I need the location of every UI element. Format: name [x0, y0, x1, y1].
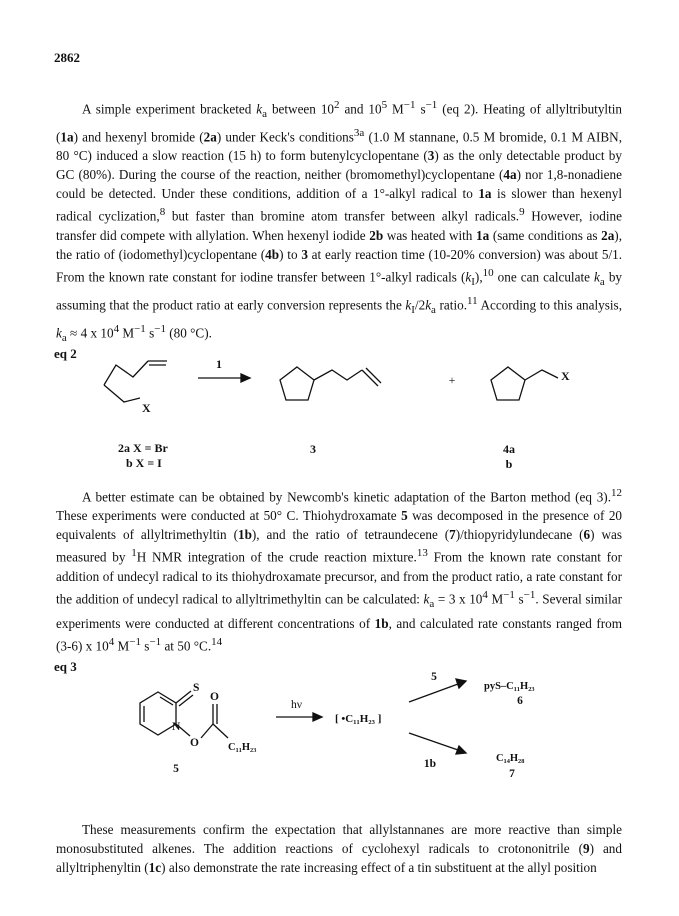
equation-3-label: eq 3 — [54, 659, 77, 674]
paragraph-text: A better estimate can be obtained by Newcomb's kinetic adaptation of the Barton method (eq 3).$^{12}$ These experiments were conducted at 50° C. Thiohydroxamate 5 was decomposed in the presence of 20 equivalents of allyltrimethyltin (1b), and the ratio of tetraundecene (7)/thiopyridylundecane (6) was measured by $^1$H NMR integration of the crude reaction mixture.$^{13}$ From the known rate constant for addition of undecyl radical to its thiohydroxamate precursor, and from the product ratio, a rate constant for the addition of undecyl radical to allyltrimethyltin can be calculated: $k_a = 3$ x $10^4$ $M^{-1}$ $s^{-1}$. Several similar experiments were conducted at different concentrations of 1b, and calculated rate constants ranged from (3-6) x $10^4$ $M^{-1}$ $s^{-1}$ at 50 °C.$^{14}$ — [56, 487, 623, 654]
hexenyl-tail — [104, 385, 140, 402]
butenyl-chain — [314, 370, 362, 380]
cyclopentane-ring-4 — [491, 367, 525, 400]
caption-7: 7 — [509, 768, 515, 780]
equation-2-label: eq 2 — [54, 346, 77, 361]
hexenyl-chain — [104, 361, 148, 385]
caption-2b: b X = I — [126, 456, 162, 470]
paragraph-rate-bracketing — [56, 96, 622, 348]
equation-2-scheme — [0, 340, 679, 472]
caption-6: 6 — [517, 695, 523, 707]
arrowhead — [313, 713, 322, 721]
plus-sign: + — [448, 373, 456, 387]
undecyl-radical: [ •C₁₁H₂₃ ] — [335, 713, 382, 725]
caption-5: 5 — [173, 763, 179, 775]
arrow-to-6 — [409, 684, 458, 702]
atom-s: S — [193, 682, 200, 694]
reagent-label: 1 — [216, 357, 222, 371]
product-halogen-label: X — [561, 369, 570, 383]
thione-bond — [176, 691, 191, 703]
paragraph-barton-method — [56, 484, 622, 655]
atom-n: N — [172, 721, 181, 733]
atom-o-ether: O — [190, 737, 199, 749]
hv-label: hν — [291, 699, 302, 711]
undecyl-chain-label: C₁₁H₂₃ — [228, 742, 257, 753]
sm-halogen-label: X — [142, 401, 151, 415]
caption-2a: 2a X = Br — [118, 441, 168, 455]
acyl-chain-bond — [213, 724, 228, 738]
caption-4a: 4a — [503, 442, 515, 456]
product-6: pyS–C₁₁H₂₃ — [484, 681, 535, 692]
arrowhead — [456, 746, 466, 754]
paragraph-text: These measurements confirm the expectation that allylstannanes are more reactive than simple monosubstituted alkenes. The addition reactions of cyclohexyl radicals to crotononitrile (9) and allyltriphenyltin (1c) also demonstrate the rate increasing effect of a tin substituent at the allyl position — [56, 822, 622, 875]
arrowhead — [456, 679, 466, 688]
caption-3: 3 — [310, 442, 316, 456]
page-number: 2862 — [54, 50, 80, 65]
ring-double-bond-b — [160, 697, 173, 705]
arrowhead — [241, 374, 250, 382]
halomethyl-chain — [525, 370, 558, 380]
lower-reagent-label: 1b — [423, 758, 437, 770]
upper-reagent-label: 5 — [431, 671, 437, 683]
atom-o-carbonyl: O — [210, 691, 219, 703]
paragraph-text: A simple experiment bracketed $k_a$ between $10^2$ and $10^5$ $M^{-1}$ $s^{-1}$ (eq 2). Heating of allyltributyltin (1a) and hexenyl bromide (2a) under Keck's conditions$^{3a}$ (1.0 M stannane, 0.5 M bromide, 0.1 M AIBN, 80 °C) induced a slow reaction (15 h) to form butenylcyclopentane (3) as the only detectable product by GC (80%). During the course of the reaction, neither (bromomethyl)cyclopentane (4a) nor 1,8-nonadiene could be detected. Under these conditions, addition of a 1°-alkyl radical to 1a is slower than hexenyl radical cyclization,$^8$ but faster than bromine atom transfer between alkyl radicals.$^9$ However, iodine transfer did compete with allylation. When hexenyl iodide 2b was heated with 1a (same conditions as 2a), the ratio of (iodomethyl)cyclopentane (4b) to 3 at early reaction time (10-20% conversion) was about 5/1. From the known rate constant for iodine transfer between 1°-alkyl radicals $(k_I),^{10}$ one can calculate $k_a$ by assuming that the product ratio at early conversion represents the $k_I/2k_a$ ratio.$^{11}$ According to this analysis, $k_a \approx 4$ x $10^4$ $M^{-1}$ $s^{-1}$ (80 °C). — [56, 99, 623, 344]
pyridinethione-ring — [140, 692, 176, 735]
thione-bond-double — [179, 695, 193, 706]
product-7: C₁₄H₂₈ — [496, 753, 525, 764]
caption-4b: b — [505, 457, 513, 471]
o-carbonyl-bond — [201, 724, 213, 738]
cyclopentane-ring-3 — [280, 367, 314, 400]
paragraph-conclusion — [56, 820, 622, 877]
equation-3-scheme — [0, 660, 679, 788]
arrow-to-7 — [409, 733, 458, 750]
